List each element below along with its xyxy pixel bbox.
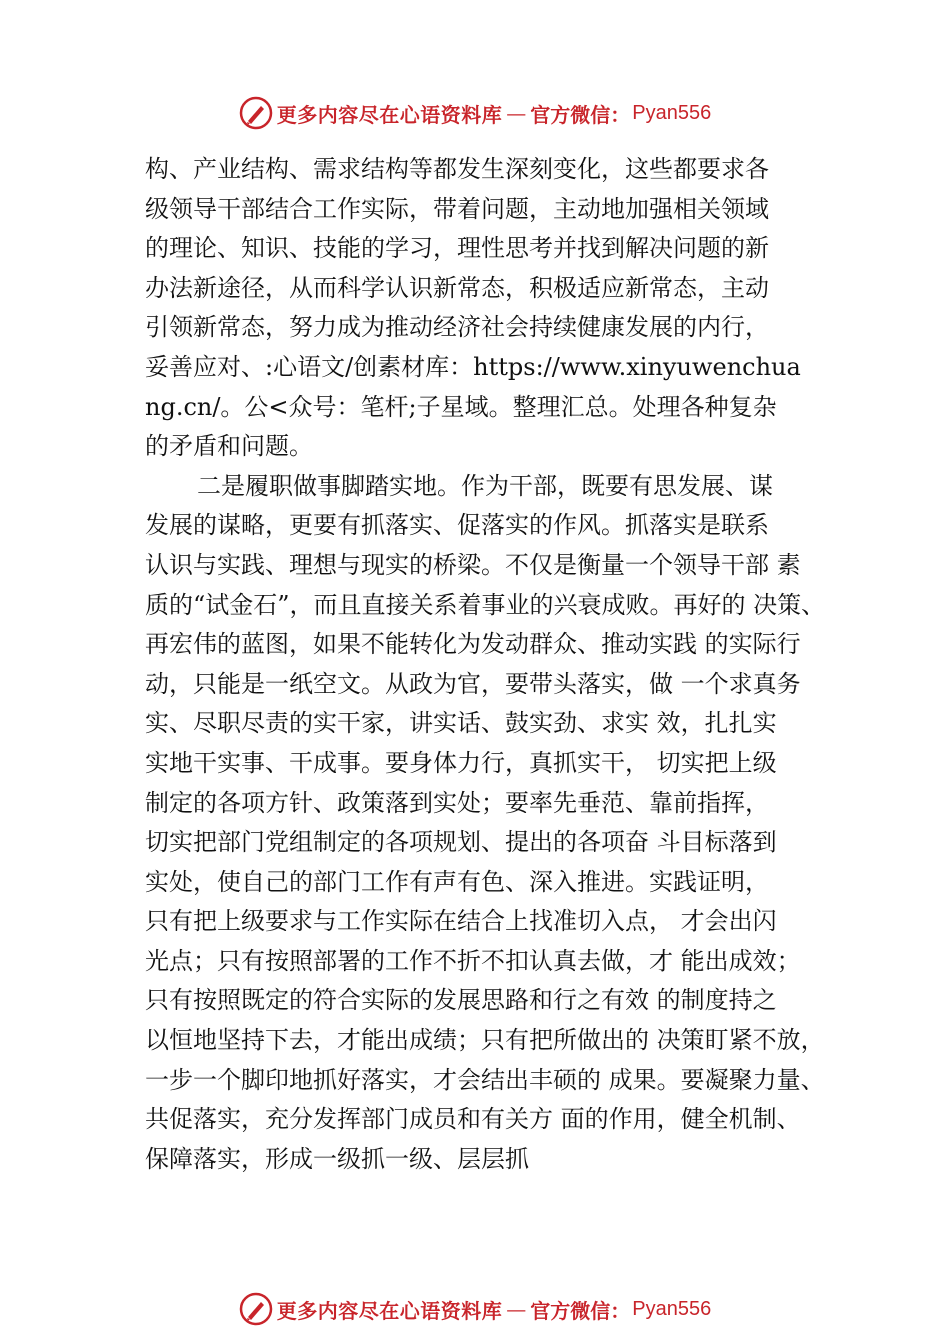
text-line: 光点；只有按照部署的工作不折不扣认真去做，才 能出成效； bbox=[145, 946, 801, 975]
text-line: 办法新途径，从而科学认识新常态，积极适应新常态，主动 bbox=[145, 273, 769, 302]
text-line: 的理论、知识、技能的学习，理性思考并找到解决问题的新 bbox=[145, 234, 769, 263]
text-line: 切实把部门党组制定的各项规划、提出的各项奋 斗目标落到 bbox=[145, 828, 777, 857]
text-line: 发展的谋略，更要有抓落实、促落实的作风。抓落实是联系 bbox=[145, 511, 769, 540]
text-line: 质的“试金石”，而且直接关系着事业的兴衰成败。再好的 决策、 bbox=[145, 590, 826, 619]
header-wechat-label: 官方微信： bbox=[530, 102, 631, 127]
text-line: 实、尽职尽责的实干家，讲实话、鼓实劲、求实 效，扎扎实 bbox=[145, 709, 777, 738]
pen-logo-icon bbox=[239, 96, 273, 130]
footer-banner bbox=[0, 1291, 950, 1327]
text-line: 的矛盾和问题。 bbox=[145, 432, 313, 461]
header-wechat-id: Pyan556 bbox=[632, 101, 712, 124]
text-line: 只有按照既定的符合实际的发展思路和行之有效 的制度持之 bbox=[145, 986, 777, 1015]
text-line: 实处，使自己的部门工作有声有色、深入推进。实践证明， bbox=[145, 867, 769, 896]
header-banner bbox=[0, 95, 950, 131]
header-brand-text: 更多内容尽在心语资料库 bbox=[276, 102, 503, 127]
paragraph-start-line: 二是履职做事脚踏实地。作为干部，既要有思发展、谋 bbox=[197, 471, 773, 500]
text-line: 构、产业结构、需求结构等都发生深刻变化，这些都要求各 bbox=[145, 155, 769, 183]
text-line: 级领导干部结合工作实际，带着问题，主动地加强相关领域 bbox=[145, 194, 769, 223]
text-line: 只有把上级要求与工作实际在结合上找准切入点， 才会出闪 bbox=[145, 907, 777, 936]
text-line: 引领新常态，努力成为推动经济社会持续健康发展的内行， bbox=[145, 313, 769, 342]
text-line: 妥善应对、:心语文/创素材库：https://www.xinyuwenchua bbox=[145, 352, 801, 381]
text-line: 动，只能是一纸空文。从政为官，要带头落实，做 一个求真务 bbox=[145, 669, 801, 698]
footer-separator: — bbox=[506, 1297, 527, 1321]
footer-brand-text: 更多内容尽在心语资料库 bbox=[276, 1298, 503, 1323]
text-line: 制定的各项方针、政策落到实处；要率先垂范、靠前指挥， bbox=[145, 788, 769, 817]
pen-logo-icon bbox=[239, 1292, 273, 1326]
text-line: 共促落实，充分发挥部门成员和有关方 面的作用，健全机制、 bbox=[145, 1105, 801, 1134]
text-line: 实地干实事、干成事。要身体力行，真抓实干， 切实把上级 bbox=[145, 748, 777, 777]
text-line: 认识与实践、理想与现实的桥梁。不仅是衡量一个领导干部 素 bbox=[145, 550, 801, 579]
text-line: ng.cn/。公<众号：笔杆;子星域。整理汇总。处理各种复杂 bbox=[145, 392, 777, 421]
document-body bbox=[145, 150, 845, 1179]
footer-wechat-id: Pyan556 bbox=[632, 1297, 712, 1320]
footer-wechat-label: 官方微信： bbox=[530, 1298, 631, 1323]
header-separator: — bbox=[506, 101, 527, 125]
text-line: 一步一个脚印地抓好落实，才会结出丰硕的 成果。要凝聚力量、 bbox=[145, 1065, 825, 1094]
text-line: 再宏伟的蓝图，如果不能转化为发动群众、推动实践 的实际行 bbox=[145, 630, 801, 659]
text-line: 以恒地坚持下去，才能出成绩；只有把所做出的 决策盯紧不放， bbox=[145, 1026, 825, 1055]
text-line: 保障落实，形成一级抓一级、层层抓 bbox=[145, 1144, 529, 1173]
